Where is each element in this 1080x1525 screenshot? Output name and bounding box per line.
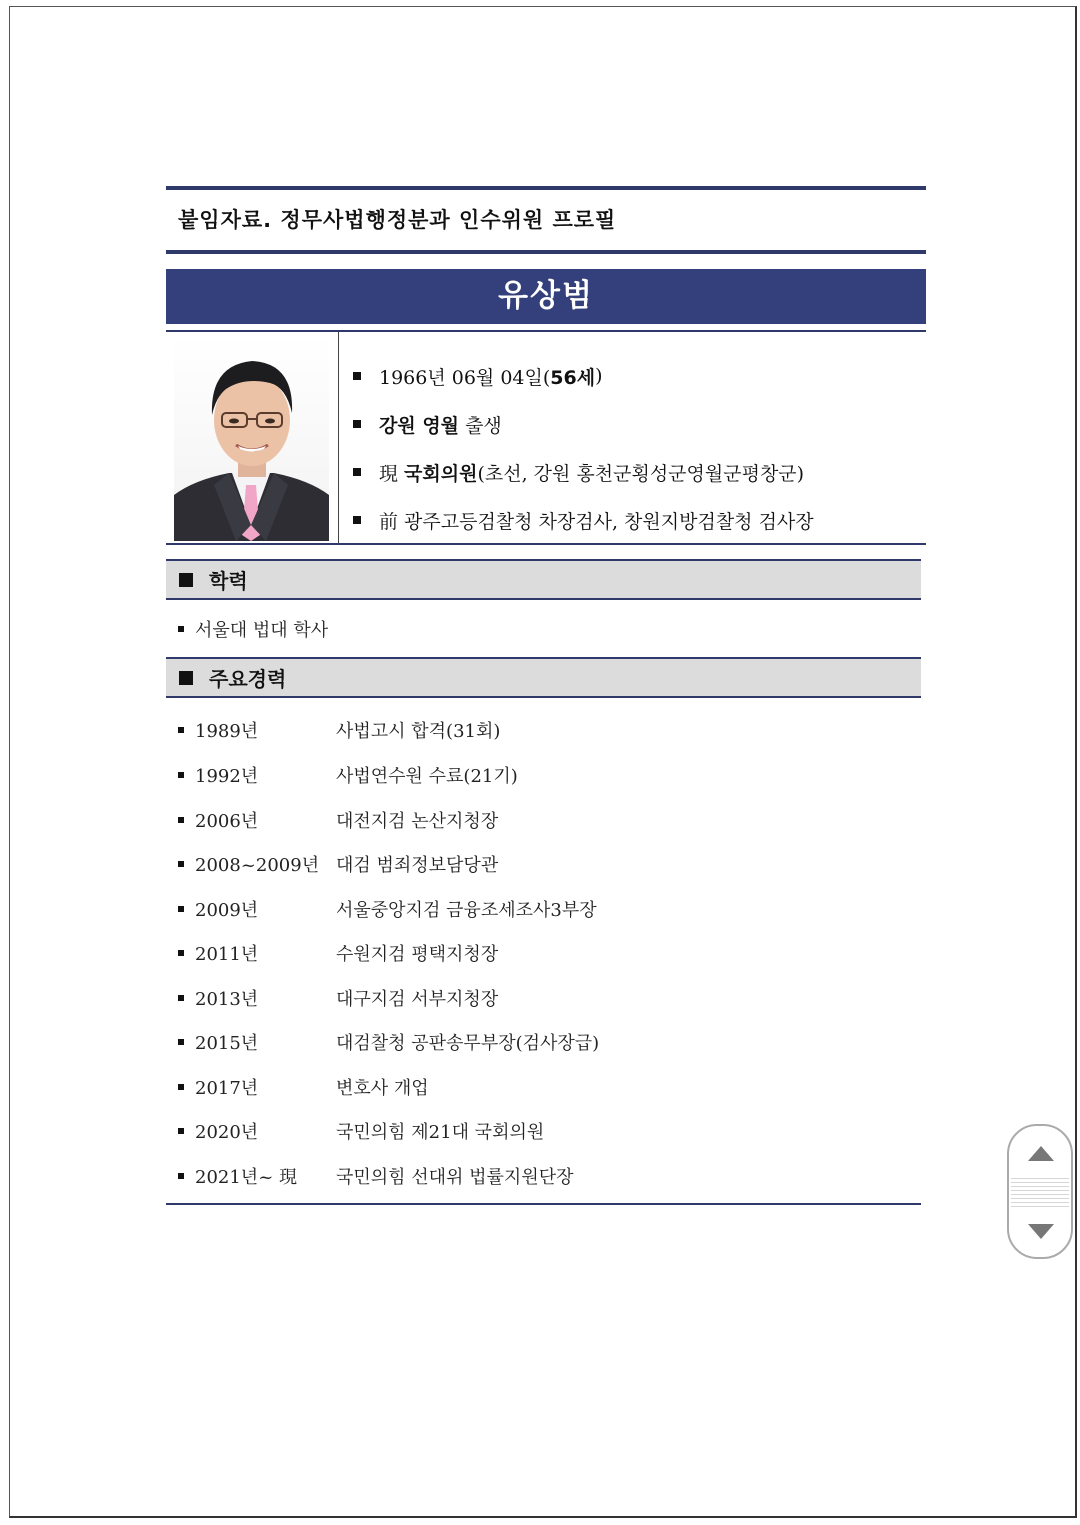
title-rule	[166, 250, 926, 254]
bio-item	[353, 496, 814, 544]
career-desc: 수원지검 평택지청장	[336, 944, 499, 965]
square-bullet-icon	[353, 372, 361, 380]
bio-item	[353, 352, 814, 400]
career-desc: 변호사 개업	[336, 1078, 429, 1099]
career-item	[178, 807, 498, 833]
bio-text: 現	[379, 462, 405, 485]
small-bullet-icon	[178, 906, 184, 912]
arrow-up-icon[interactable]	[1028, 1146, 1054, 1161]
career-item	[178, 1029, 599, 1055]
career-desc: 국민의힘 제21대 국회의원	[336, 1122, 545, 1143]
name-banner: 유상범	[166, 269, 926, 324]
career-desc: 사법연수원 수료(21기)	[336, 766, 518, 787]
career-year: 1989년	[195, 721, 259, 742]
career-desc: 사법고시 합격(31회)	[336, 721, 501, 742]
small-bullet-icon	[178, 1173, 184, 1179]
square-bullet-icon	[353, 468, 361, 476]
small-bullet-icon	[178, 817, 184, 823]
career-year: 2013년	[195, 989, 259, 1010]
career-item	[178, 985, 498, 1011]
education-item	[178, 616, 328, 642]
document-title: 붙임자료. 정무사법행정분과 인수위원 프로필	[178, 208, 617, 232]
square-bullet-icon	[353, 420, 361, 428]
scroll-grip[interactable]	[1011, 1178, 1069, 1208]
small-bullet-icon	[178, 950, 184, 956]
portrait-photo	[174, 335, 329, 541]
page-scroll-control[interactable]	[1007, 1124, 1073, 1259]
arrow-down-icon[interactable]	[1028, 1224, 1054, 1239]
square-bullet-icon	[353, 516, 361, 524]
education-heading	[166, 559, 921, 600]
bio-highlight: 56세	[550, 366, 596, 389]
career-item	[178, 896, 597, 922]
small-bullet-icon	[178, 1039, 184, 1045]
bio-highlight: 강원 영월	[379, 414, 460, 437]
career-item	[178, 1074, 429, 1100]
profile-divider	[338, 332, 339, 543]
career-item	[178, 940, 498, 966]
career-year: 2009년	[195, 900, 259, 921]
small-bullet-icon	[178, 995, 184, 1001]
small-bullet-icon	[178, 1084, 184, 1090]
small-bullet-icon	[178, 727, 184, 733]
bio-text: 1966년 06월 04일(	[379, 366, 551, 389]
career-desc: 대전지검 논산지청장	[336, 811, 499, 832]
career-item	[178, 1163, 574, 1189]
career-year: 2017년	[195, 1078, 259, 1099]
small-bullet-icon	[178, 861, 184, 867]
square-bullet-icon	[179, 573, 193, 587]
bio-text-rest: )	[595, 365, 603, 387]
bio-item	[353, 400, 814, 448]
career-heading	[166, 657, 921, 698]
career-item	[178, 1118, 544, 1144]
bio-text-rest: (초선, 강원 홍천군횡성군영월군평창군)	[477, 462, 805, 485]
bio-highlight: 국회의원	[404, 462, 478, 485]
career-item	[178, 762, 518, 788]
career-item	[178, 851, 498, 877]
career-heading-label: 주요경력	[209, 667, 287, 691]
small-bullet-icon	[178, 1128, 184, 1134]
career-year: 2011년	[195, 944, 259, 965]
top-rule	[166, 186, 926, 190]
bio-item	[353, 448, 814, 496]
bio-text-rest: 출생	[459, 414, 502, 437]
bio-list	[353, 352, 814, 544]
education-heading-label: 학력	[209, 569, 248, 593]
bottom-rule	[166, 1203, 921, 1205]
career-year: 1992년	[195, 766, 259, 787]
career-desc: 국민의힘 선대위 법률지원단장	[336, 1167, 574, 1188]
career-desc: 대구지검 서부지청장	[336, 989, 499, 1010]
bio-text: 前 광주고등검찰청 차장검사, 창원지방검찰청 검사장	[379, 510, 814, 533]
small-bullet-icon	[178, 626, 184, 632]
education-item-text: 서울대 법대 학사	[195, 620, 329, 641]
career-desc: 대검찰청 공판송무부장(검사장급)	[336, 1033, 600, 1054]
career-year: 2006년	[195, 811, 259, 832]
square-bullet-icon	[179, 671, 193, 685]
career-year: 2020년	[195, 1122, 259, 1143]
career-year: 2015년	[195, 1033, 259, 1054]
portrait-illustration	[174, 335, 329, 541]
small-bullet-icon	[178, 772, 184, 778]
career-desc: 대검 범죄정보담당관	[336, 855, 499, 876]
career-year: 2021년~ 現	[195, 1167, 298, 1188]
career-year: 2008~2009년	[195, 855, 320, 876]
career-item	[178, 717, 500, 743]
career-desc: 서울중앙지검 금융조세조사3부장	[336, 900, 597, 921]
